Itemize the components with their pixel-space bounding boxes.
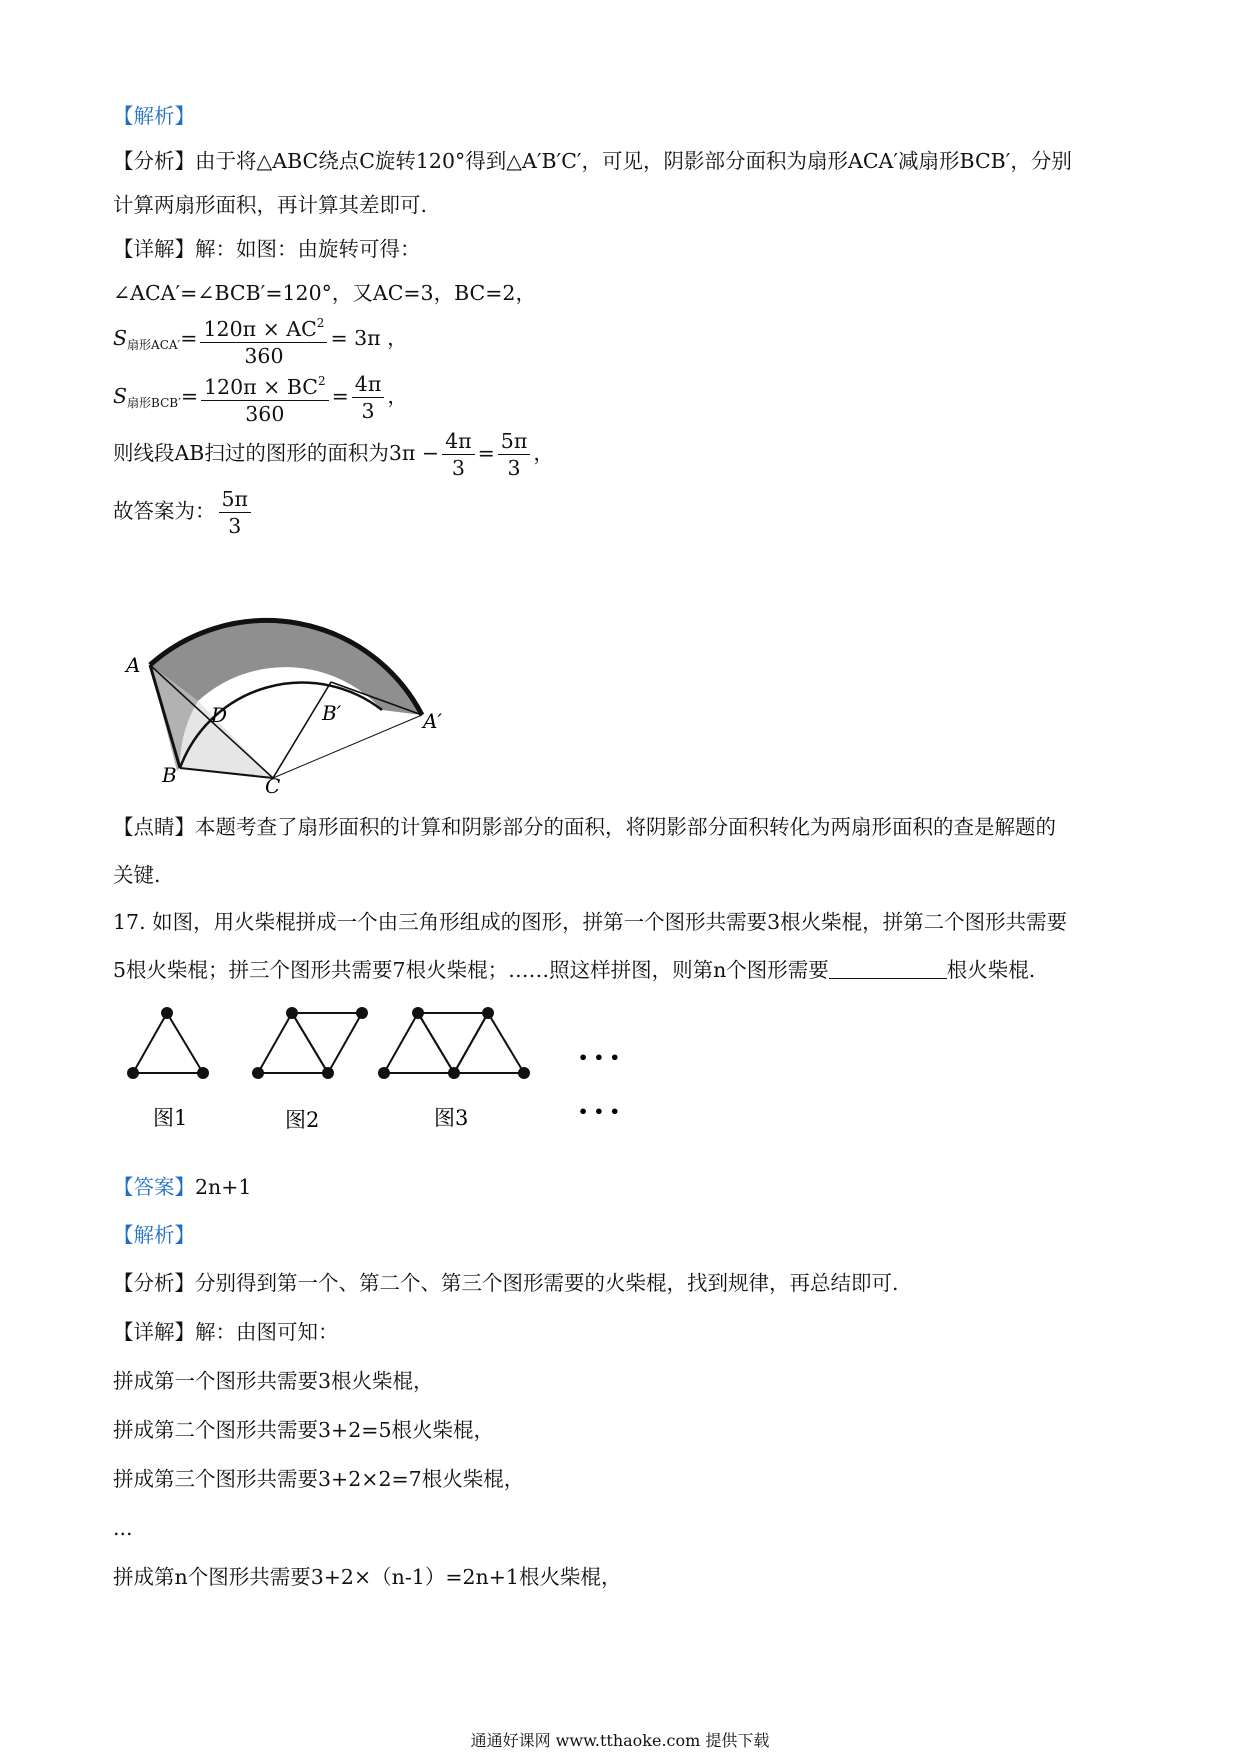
step-line: 拼成第二个图形共需要3+2=5根火柴棍， — [113, 1418, 494, 1442]
fraction: $\frac{5\pi}{3}$ — [219, 486, 252, 539]
fraction: $\frac{120\pi \times AC^2}{360}$ — [200, 310, 327, 369]
answer-value: 2n+1 — [195, 1175, 252, 1199]
fraction: $\frac{4\pi}{3}$ — [352, 371, 385, 424]
answer-label: 【答案】 — [113, 1175, 195, 1199]
detail-label: 【详解】 — [113, 1320, 195, 1344]
angle-statement: ∠ACA′=∠BCB′=120°，又AC=3，BC=2， — [113, 281, 536, 305]
detail-paragraph-2: 【详解】解：由图可知： — [113, 1320, 339, 1344]
label-c: C — [265, 774, 281, 795]
question-17: 17. 如图，用火柴棍拼成一个由三角形组成的图形，拼第一个图形共需要3根火柴棍，拼第二个图形共需要 — [113, 910, 1068, 934]
caption-figure-2: 图2 — [285, 1108, 320, 1132]
label-d: D — [211, 703, 228, 727]
analysis-tag-2: 【解析】 — [113, 1223, 195, 1247]
step-line: 拼成第n个图形共需要3+2×（n-1）=2n+1根火柴棍， — [113, 1565, 622, 1589]
detail-paragraph: 【详解】解：如图：由旋转可得： — [113, 237, 421, 261]
step-line: 拼成第三个图形共需要3+2×2=7根火柴棍， — [113, 1467, 525, 1491]
answer-line: 故答案为： $\frac{5\pi}{3}$ — [113, 486, 254, 539]
comment-paragraph-cont: 关键. — [113, 863, 161, 887]
fraction: $\frac{4\pi}{3}$ — [442, 428, 475, 481]
label-b-prime: B′ — [322, 701, 342, 725]
detail-label: 【详解】 — [113, 237, 195, 261]
step-line: 拼成第一个图形共需要3根火柴棍， — [113, 1369, 434, 1393]
figure-3-triangles — [384, 1013, 524, 1073]
equation-sector-aca: $S_{扇形ACA'}=$ $\frac{120\pi \times AC^2}{360}$ = 3π ， — [113, 310, 408, 369]
segment-ca-prime — [273, 715, 422, 778]
analysis-paragraph — [113, 146, 1072, 176]
step-line: ... — [113, 1516, 133, 1540]
comment-label: 【点睛】 — [113, 815, 195, 839]
comment-paragraph: 【点睛】本题考查了扇形面积的计算和阴影部分的面积，将阴影部分面积转化为两扇形面积的查是解题的 — [113, 815, 1056, 839]
analysis-label: 【分析】 — [113, 1271, 195, 1295]
analysis-tag: 【解析】 — [113, 104, 195, 128]
rotation-figure — [120, 590, 460, 795]
caption-figure-1: 图1 — [153, 1106, 188, 1130]
page-footer: 通通好课网 www.tthaoke.com 提供下载 — [470, 1731, 770, 1750]
label-b: B — [162, 763, 177, 787]
label-a: A — [126, 653, 141, 677]
label-a-prime: A′ — [423, 709, 442, 733]
figure-1-triangle — [133, 1013, 203, 1073]
analysis-paragraph-cont: 计算两扇形面积，再计算其差即可. — [113, 193, 428, 217]
analysis-label: 【分析】 — [113, 149, 195, 173]
analysis-paragraph-2: 【分析】分别得到第一个、第二个、第三个图形需要的火柴棍，找到规律，再总结即可. — [113, 1271, 899, 1295]
segment-cb-prime — [273, 682, 331, 778]
fraction: $\frac{120\pi \times BC^2}{360}$ — [201, 368, 329, 427]
question-17-cont: 5根火柴棍；拼三个图形共需要7根火柴棍；……照这样拼图，则第n个图形需要 根火柴棍. — [113, 958, 1036, 982]
matchstick-figure — [115, 995, 635, 1135]
caption-figure-3: 图3 — [434, 1106, 469, 1130]
answer-paragraph — [113, 1172, 251, 1202]
answer-blank — [829, 960, 947, 979]
joint-dots — [127, 1007, 530, 1079]
equation-swept-area: 则线段AB扫过的图形的面积为3π − $\frac{4\pi}{3}$ = $\frac{5\pi}{3}$ ， — [113, 429, 554, 480]
figure-2-triangles — [258, 1013, 362, 1073]
equation-sector-bcb: $S_{扇形BCB'}=$ $\frac{120\pi \times BC^2}{360}$ = $\frac{4\pi}{3}$ ， — [113, 368, 408, 427]
analysis-text: 由于将△ABC绕点C旋转120°得到△A′B′C′，可见，阴影部分面积为扇形ACA′减扇形BCB′，分别 — [195, 149, 1072, 173]
ellipsis-upper: • • • — [578, 1048, 620, 1067]
ellipsis-lower: • • • — [578, 1102, 620, 1121]
fraction: $\frac{5\pi}{3}$ — [498, 428, 531, 481]
